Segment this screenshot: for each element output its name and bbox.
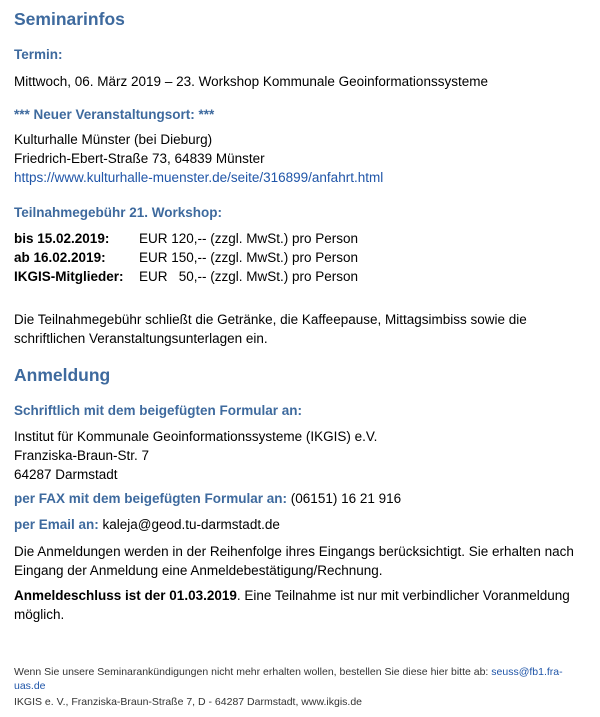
fee-note: Die Teilnahmegebühr schließt die Getränke, die Kaffeepause, Mittagsimbiss sowie die schriftlichen Veranstaltungsunterlagen ein. [14,312,527,346]
venue-line: Friedrich-Ebert-Straße 73, 64839 Münster [14,151,265,166]
order-note: Die Anmeldungen werden in der Reihenfolge ihres Eingangs berücksichtigt. Sie erhalten nach Eingang der Anmeldung eine Anmeldebestätigung/Rechnung. [14,544,574,578]
seminar-title: Seminarinfos [14,9,125,29]
fax-block [14,489,586,508]
deadline-bold: Anmeldeschluss ist der 01.03.2019 [14,588,237,603]
fee-value: EUR 50,-- (zzgl. MwSt.) pro Person [139,269,359,284]
email-block [14,515,586,534]
fee-value: EUR 150,-- (zzgl. MwSt.) pro Person [139,250,359,265]
address-line: Franziska-Braun-Str. 7 [14,448,150,463]
fee-value: EUR 120,-- (zzgl. MwSt.) pro Person [139,231,359,246]
org-line: IKGIS e. V., Franziska-Braun-Straße 7, D - 64287 Darmstadt, www.ikgis.de [14,696,362,708]
termin-section [14,45,586,64]
seminar-title-block [14,8,586,30]
registration-title: Anmeldung [14,365,111,385]
order-note-block [14,542,586,580]
address-line: Institut für Kommunale Geoinformationssysteme (IKGIS) e.V. [14,429,378,444]
fee-row [14,248,586,267]
fee-label: IKGIS-Mitglieder: [14,269,124,284]
venue-heading-block [14,105,586,124]
unsubscribe-text: Wenn Sie unsere Seminarankündigungen nicht mehr erhalten wollen, bestellen Sie diese hier bitte ab: [14,666,492,678]
fee-note-block [14,310,586,348]
address-block [14,427,586,484]
fee-label: bis 15.02.2019: [14,231,110,246]
written-heading-block [14,401,586,420]
footer [14,665,586,709]
email-value[interactable]: kaleja@geod.tu-darmstadt.de [98,517,280,532]
fax-label: per FAX mit dem beigefügten Formular an: [14,491,288,506]
deadline-rest: . Eine Teilnahme ist nur mit verbindlicher Voranmeldung möglich. [14,588,570,622]
venue-heading: *** Neuer Veranstaltungsort: *** [14,107,215,122]
email-label: per Email an: [14,517,99,532]
address-line: 64287 Darmstadt [14,467,118,482]
unsubscribe-line [14,665,586,693]
fee-row [14,267,586,286]
unsubscribe-email[interactable]: seuss@fb1.fra-uas.de [14,666,563,692]
fee-table [14,229,586,286]
venue-block [14,130,586,187]
termin-text-block [14,72,586,91]
termin-text: Mittwoch, 06. März 2019 – 23. Workshop Kommunale Geoinformationssysteme [14,74,488,89]
written-heading: Schriftlich mit dem beigefügten Formular an: [14,403,303,418]
venue-line: Kulturhalle Münster (bei Dieburg) [14,132,213,147]
fee-row [14,229,586,248]
deadline-block [14,586,586,624]
fee-label: ab 16.02.2019: [14,250,106,265]
fax-value: (06151) 16 21 916 [287,491,402,506]
termin-label: Termin: [14,47,63,62]
fee-heading: Teilnahmegebühr 21. Workshop: [14,205,223,220]
venue-link[interactable]: https://www.kulturhalle-muenster.de/seite/316899/anfahrt.html [14,170,384,185]
fee-heading-block [14,203,586,222]
registration-title-block [14,364,586,386]
